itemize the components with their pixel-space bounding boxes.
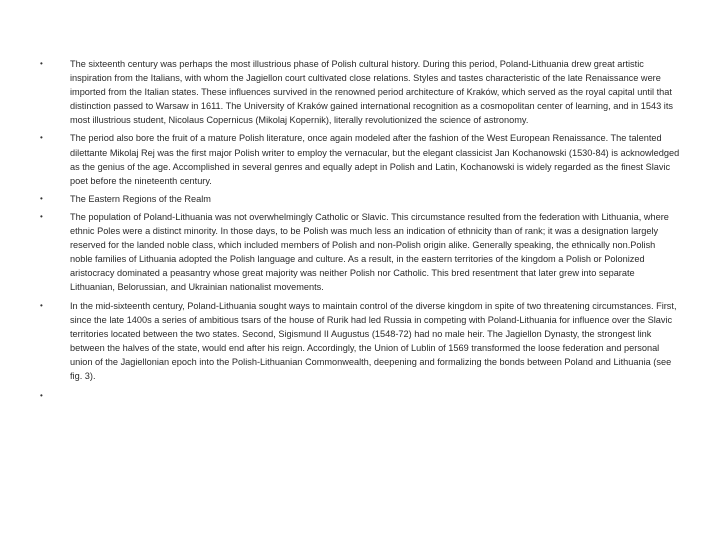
- bullet-list: [40, 57, 680, 407]
- section-heading-eastern-regions: [40, 192, 680, 206]
- bullet-dot: •: [40, 133, 43, 143]
- empty-bullet: [40, 389, 680, 403]
- paragraph-renaissance-culture: [40, 57, 680, 127]
- paragraph-population: [40, 210, 680, 295]
- bullet-dot: •: [40, 59, 43, 68]
- paragraph-union-of-lublin: [40, 299, 680, 384]
- heading-text: The Eastern Regions of the Realm: [70, 193, 211, 204]
- paragraph-text: The population of Poland-Lithuania was not overwhelmingly Catholic or Slavic. This circumstance resulted from the federation with Lithuania, where ethnic Poles were a distinct minority. In those days, to be Polish was much less an indication of ethnicity than of rank; it was a designation largely reserved for the landed noble class, which included members of Polish and non-Polish origin alike. Generally speaking, the ethnically non.Polish noble families of Lithuania adopted the Polish language and culture. As a result, in the eastern territories of the kingdom a Polish or Polonized aristocracy dominated a peasantry whose great majority was neither Polish nor Catholic. This bred resentment that later grew into separate Lithuanian, Belorussian, and Ukrainian nationalist movements.: [70, 211, 669, 293]
- paragraph-text: The sixteenth century was perhaps the most illustrious phase of Polish cultural history. During this period, Poland-Lithuania drew great artistic inspiration from the Italians, with whom the Jagiellon court cultivated close relations. Styles and tastes characteristic of the late Renaissance were imported from the Italian states. These influences survived in the renowned period architecture of Kraków, which served as the royal capital until that distinction passed to Warsaw in 1611. The University of Kraków gained international recognition as a cosmopolitan center of learning, and in 1543 its most illustrious student, Nicolaus Copernicus (Mikolaj Kopernik), literally revolutionized the science of astronomy.: [70, 59, 673, 126]
- bullet-dot: •: [40, 193, 43, 203]
- paragraph-polish-literature: [40, 131, 680, 187]
- paragraph-text: The period also bore the fruit of a mature Polish literature, once again modeled after the fashion of the West European Renaissance. The talented dilettante Mikolaj Rej was the first major Polish writer to employ the vernacular, but the elegant classicist Jan Kochanowski (1530-84) is acknowledged as the genius of the age. Accomplished in several genres and equally adept in Polish and Latin, Kochanowski is widely regarded as the finest Slavic poet before the nineteenth century.: [70, 133, 680, 186]
- bullet-dot: •: [40, 300, 43, 310]
- paragraph-text: In the mid-sixteenth century, Poland-Lithuania sought ways to maintain control of the diverse kingdom in spite of two threatening circumstances. First, since the late 1400s a series of ambitious tsars of the house of Rurik had led Russia in competing with Poland-Lithuania for influence over the Slavic territories located between the two states. Second, Sigismund II Augustus (1548-72) had no male heir. The Jagiellon Dynasty, the strongest link between the halves of the state, would end after his reign. Accordingly, the Union of Lublin of 1569 transformed the loose federation and personal union of the Jagiellonian epoch into the Polish-Lithuanian Commonwealth, deepening and formalizing the bonds between Poland and Lithuania (see fig. 3).: [70, 300, 677, 381]
- bullet-dot: •: [40, 391, 43, 401]
- bullet-dot: •: [40, 211, 43, 221]
